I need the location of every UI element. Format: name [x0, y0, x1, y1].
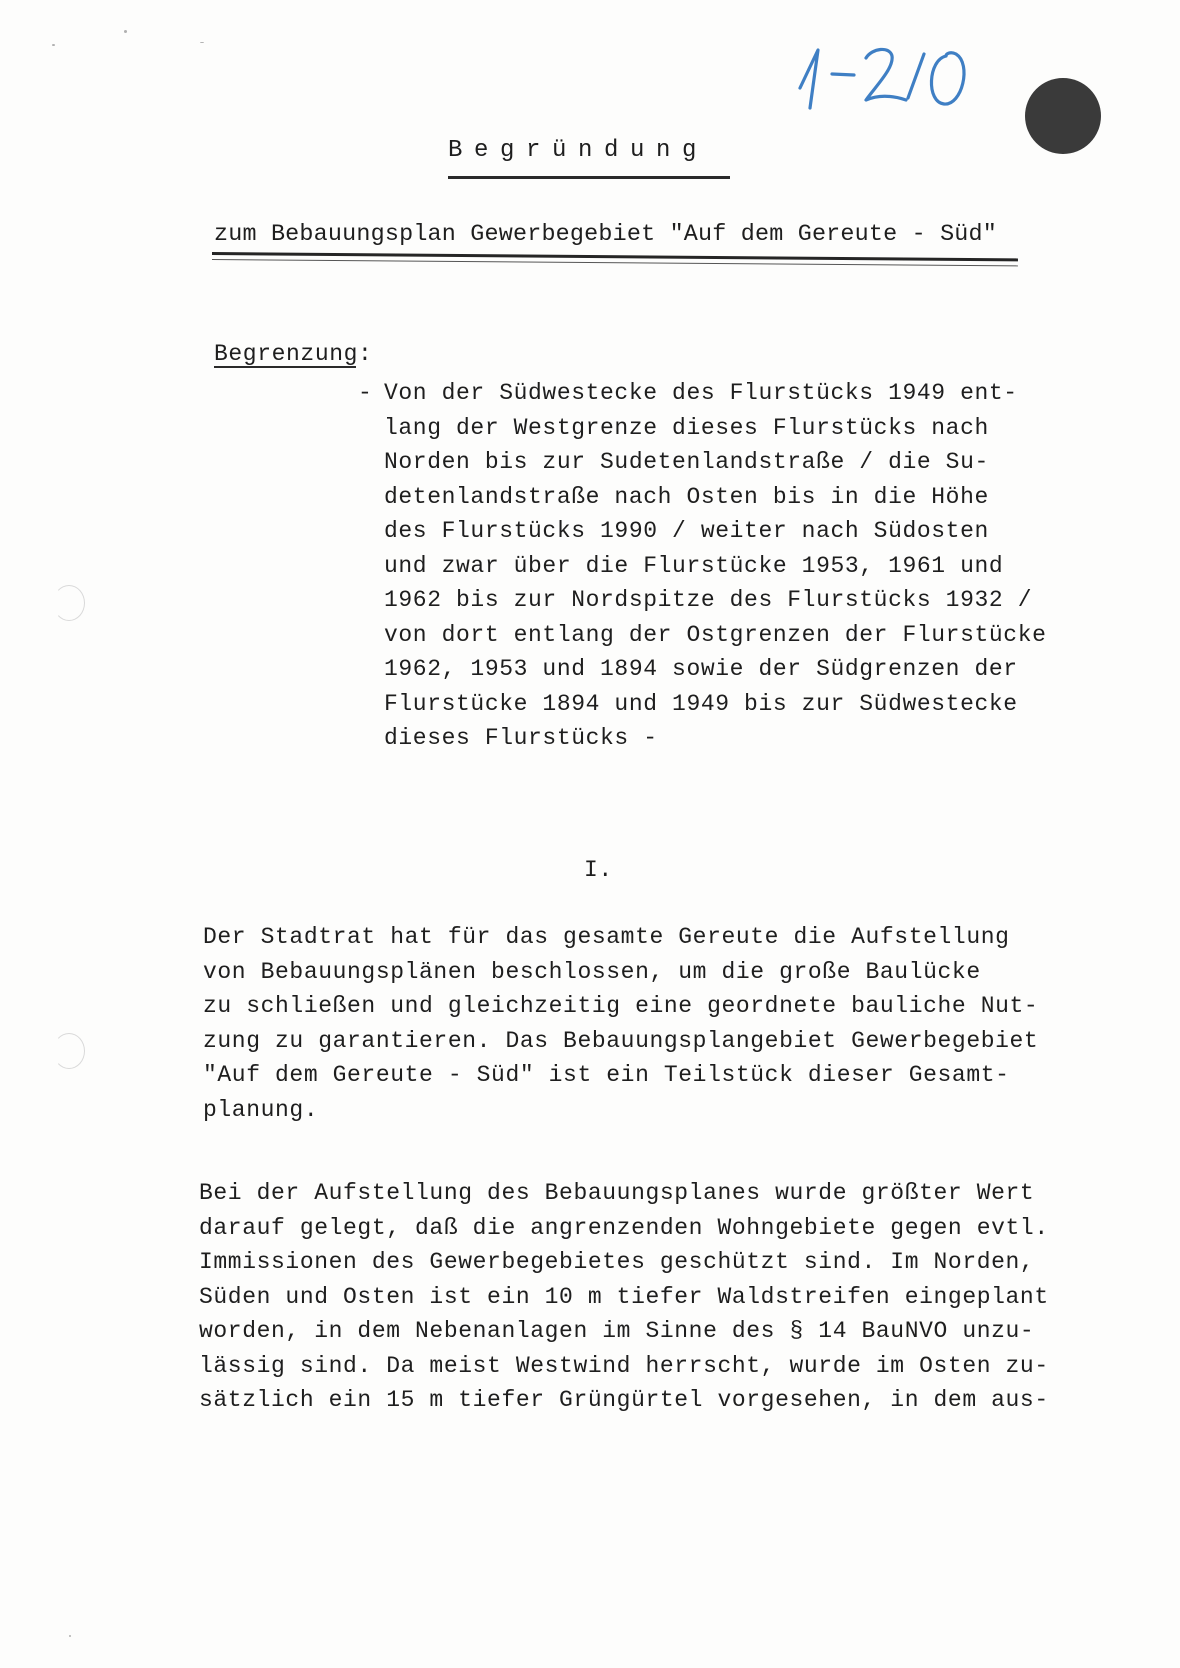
binder-hole-mark [53, 1033, 85, 1069]
boundary-line: detenlandstraße nach Osten bis in die Höhe [384, 483, 989, 510]
boundary-line: dieses Flurstücks - [384, 725, 658, 751]
paragraph-line: Süden und Osten ist ein 10 m tiefer Waldstreifen eingeplant [199, 1283, 1049, 1310]
paragraph-line: Der Stadtrat hat für das gesamte Gereute die Aufstellung [203, 924, 1010, 950]
section-number: I. [584, 857, 613, 883]
binder-hole-mark [53, 585, 85, 621]
boundary-line: und zwar über die Flurstücke 1953, 1961 und [384, 552, 1004, 579]
paragraph-line: "Auf dem Gereute - Süd" ist ein Teilstück dieser Gesamt- [203, 1062, 1010, 1088]
title-underline [448, 176, 730, 179]
paragraph-line: worden, in dem Nebenanlagen im Sinne des § 14 BauNVO unzu- [199, 1318, 1035, 1344]
paragraph-line: Immissionen des Gewerbegebietes geschützt sind. Im Norden, [199, 1249, 1035, 1275]
boundary-line: 1962 bis zur Nordspitze des Flurstücks 1932 / [384, 587, 1033, 613]
paragraph-line: zung zu garantieren. Das Bebauungsplangebiet Gewerbegebiet [203, 1027, 1039, 1054]
paragraph-line: Bei der Aufstellung des Bebauungsplanes wurde größter Wert [199, 1180, 1035, 1206]
boundary-heading: Begrenzung: [214, 341, 373, 367]
boundary-dash: - [358, 380, 373, 406]
boundary-heading-underline [214, 366, 356, 368]
boundary-line: Norden bis zur Sudetenlandstraße / die Su- [384, 449, 989, 475]
paragraph-line: darauf gelegt, daß die angrenzenden Wohngebiete gegen evtl. [199, 1214, 1049, 1241]
boundary-description [384, 376, 1047, 756]
scan-speck [52, 44, 55, 46]
paragraph-2 [199, 1176, 1049, 1418]
paragraph-line: von Bebauungsplänen beschlossen, um die große Baulücke [203, 958, 981, 985]
scan-speck [124, 30, 127, 33]
boundary-line: des Flurstücks 1990 / weiter nach Südosten [384, 518, 989, 544]
document-subtitle: zum Bebauungsplan Gewerbegebiet "Auf dem Gereute - Süd" [214, 222, 998, 248]
paragraph-line: lässig sind. Da meist Westwind herrscht, wurde im Osten zu- [199, 1352, 1049, 1379]
handwritten-mark-text: 1-20 [796, 42, 799, 43]
paragraph-line: planung. [203, 1096, 319, 1123]
paragraph-line: zu schließen und gleichzeitig eine geordnete bauliche Nut- [203, 993, 1039, 1019]
scan-speck [69, 1635, 71, 1637]
punch-dot [1025, 78, 1101, 154]
scan-speck [200, 42, 204, 43]
boundary-line: 1962, 1953 und 1894 sowie der Südgrenzen der [384, 656, 1018, 682]
boundary-line: von dort entlang der Ostgrenzen der Flurstücke [384, 621, 1047, 648]
boundary-line: Von der Südwestecke des Flurstücks 1949 ent- [384, 380, 1018, 406]
paragraph-1 [203, 920, 1038, 1127]
handwritten-page-number [796, 42, 996, 112]
boundary-line: lang der Westgrenze dieses Flurstücks nach [384, 414, 989, 441]
document-title: Begründung [448, 137, 709, 164]
boundary-line: Flurstücke 1894 und 1949 bis zur Südwestecke [384, 690, 1018, 717]
paragraph-line: sätzlich ein 15 m tiefer Grüngürtel vorgesehen, in dem aus- [199, 1387, 1049, 1413]
